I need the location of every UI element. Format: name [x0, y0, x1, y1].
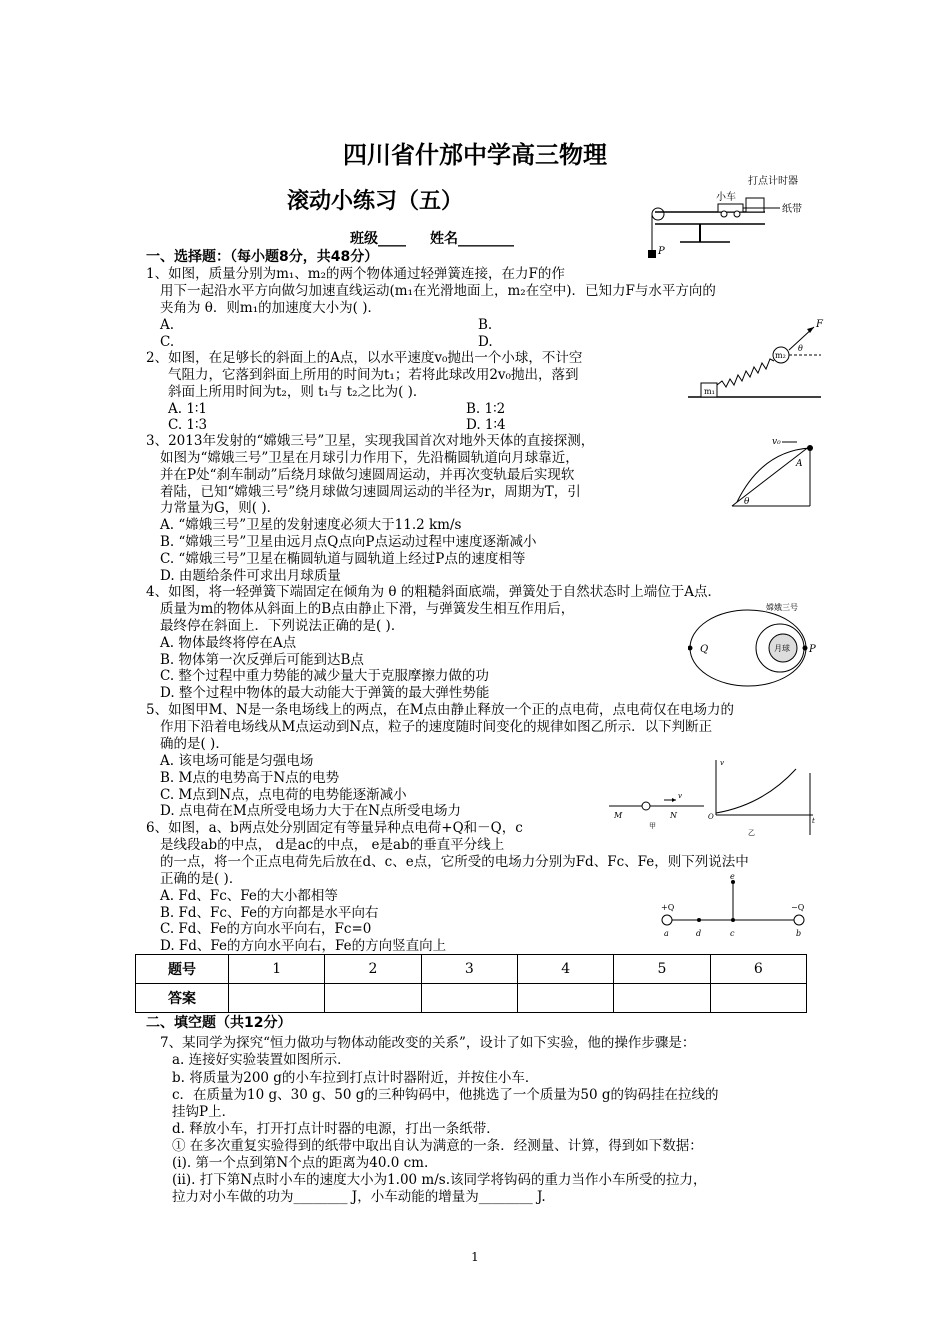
answer-cell[interactable] [710, 984, 806, 1013]
field-line-figure [604, 790, 714, 830]
yi-label: 乙 [748, 829, 755, 837]
q6-option-d: D. Fd、Fe的方向水平向右，Fe的方向竖直向上 [160, 938, 447, 954]
q5-option-d: D. 点电荷在M点所受电场力大于在N点所受电场力 [160, 803, 462, 819]
q3-option-b: B. “嫦娥三号”卫星由远月点Q点向P点运动过程中速度逐渐减小 [160, 534, 537, 550]
q4-line2: 质量为m的物体从斜面上的B点由静止下滑，与弹簧发生相互作用后， [160, 601, 575, 617]
q7-item-1: ① 在多次重复实验得到的纸带中取出自认为满意的一条．经测量、计算，得到如下数据： [172, 1138, 703, 1154]
q5-option-b: B. M点的电势高于N点的电势 [160, 770, 340, 786]
theta-label: θ [798, 344, 803, 353]
answer-table-answer-label: 答案 [136, 984, 229, 1013]
answer-cell[interactable] [614, 984, 710, 1013]
answer-cell[interactable] [325, 984, 421, 1013]
cart-label: 小车 [716, 192, 736, 203]
q6-line4: 正确的是( )． [160, 871, 243, 887]
orbit-Q-label: Q [700, 644, 709, 655]
hook-label: P [658, 246, 665, 257]
charges-figure [655, 872, 815, 942]
q6-line2: 是线段ab的中点， d是ac的中点， e是ab的垂直平分线上 [160, 837, 505, 853]
q1-option-b: B. [478, 317, 493, 333]
charge-a-label: a [664, 929, 669, 938]
answer-table-number: 5 [614, 955, 710, 984]
charge-d-label: d [696, 929, 702, 938]
vt-v-label: v [720, 759, 724, 767]
answer-cell[interactable] [421, 984, 517, 1013]
charge-b-label: b [796, 929, 802, 938]
slope-theta-label: θ [744, 497, 750, 507]
tape-label: 纸带 [782, 204, 802, 215]
m2-label: m₂ [775, 351, 786, 360]
N-label: N [670, 811, 677, 820]
timer-label: 打点计时器 [748, 176, 798, 187]
minusQ-label: −Q [791, 903, 805, 912]
answer-table-number: 1 [229, 955, 325, 984]
answer-table [135, 954, 807, 1013]
field-v-label: v [678, 792, 682, 800]
page-subtitle: 滚动小练习（五） [287, 189, 464, 214]
q4-line1: 4、如图，将一轻弹簧下端固定在倾角为 θ 的粗糙斜面底端，弹簧处于自然状态时上端位于A点． [146, 584, 722, 600]
q2-option-b: B. 1∶2 [466, 401, 506, 417]
q5-line2: 作用下沿着电场线从M点运动到N点，粒子的速度随时间变化的规律如图乙所示．以下判断正 [160, 719, 713, 735]
q1-option-c: C. [160, 334, 175, 350]
sat-label: 嫦娥三号 [766, 603, 798, 612]
q1-line1: 1、如图，质量分别为m₁、m₂的两个物体通过轻弹簧连接，在力F的作 [146, 266, 565, 282]
answer-cell[interactable] [229, 984, 325, 1013]
spring-force-figure [686, 315, 826, 405]
page-number: 1 [471, 1250, 479, 1264]
answer-table-number: 4 [517, 955, 613, 984]
q3-option-d: D. 由题给条件可求出月球质量 [160, 568, 341, 584]
q3-line1: 3、2013年发射的“嫦娥三号”卫星，实现我国首次对地外天体的直接探测， [146, 433, 595, 449]
q2-option-d: D. 1∶4 [466, 417, 506, 433]
answer-table-header-row [136, 955, 807, 984]
q5-option-a: A. 该电场可能是匀强电场 [160, 753, 314, 769]
q3-line2: 如图为“嫦娥三号”卫星在月球引力作用下，先沿椭圆轨道向月球靠近， [160, 450, 579, 466]
q7-step-a: a. 连接好实验装置如图所示． [172, 1052, 351, 1068]
q6-option-a: A. Fd、Fc、Fe的大小都相等 [160, 888, 338, 904]
q7-step-d: d. 释放小车，打开打点计时器的电源，打出一条纸带． [172, 1121, 500, 1137]
class-label: 班级____ [350, 231, 406, 247]
q3-line3: 并在P处“刹车制动”后绕月球做匀速圆周运动，并再次变轨最后实现软 [160, 467, 575, 483]
q2-line3: 斜面上所用时间为t₂，则 t₁与 t₂之比为( )． [168, 384, 427, 400]
q1-line2: 用下一起沿水平方向做匀加速直线运动(m₁在光滑地面上，m₂在空中)．已知力F与水平方向的 [160, 283, 716, 299]
q4-option-a: A. 物体最终将停在A点 [160, 635, 297, 651]
m1-label: m₁ [704, 387, 715, 396]
q3-line5: 力常量为G，则( )． [160, 500, 281, 516]
q6-line1: 6、如图，a、b两点处分别固定有等量异种点电荷+Q和－Q，c [146, 820, 523, 836]
vt-O-label: O [708, 813, 714, 821]
q1-option-a: A. [160, 317, 175, 333]
q3-option-c: C. “嫦娥三号”卫星在椭圆轨道与圆轨道上经过P点的速度相等 [160, 551, 526, 567]
orbit-figure [688, 600, 823, 692]
page-title: 四川省什邡中学高三物理 [343, 141, 607, 169]
q4-option-c: C. 整个过程中重力势能的减少量大于克服摩擦力做的功 [160, 668, 489, 684]
cart-timer-figure [640, 172, 820, 272]
section2-heading: 二、填空题（共12分） [146, 1015, 292, 1031]
q4-line3: 最终停在斜面上．下列说法正确的是( )． [160, 618, 405, 634]
q7-step-b: b. 将质量为200 g的小车拉到打点计时器附近，并按住小车． [172, 1070, 539, 1086]
charge-e-label: e [730, 872, 735, 881]
q1-option-d: D. [478, 334, 493, 350]
vt-t-label: t [812, 817, 815, 825]
orbit-P-label: P [809, 644, 816, 655]
q6-option-b: B. Fd、Fc、Fe的方向都是水平向右 [160, 905, 379, 921]
name-label: 姓名________ [430, 231, 514, 247]
slope-projectile-figure [722, 436, 817, 516]
q7-line1: 7、某同学为探究“恒力做功与物体动能改变的关系”，设计了如下实验，他的操作步骤是： [160, 1035, 696, 1051]
moon-label: 月球 [774, 644, 790, 653]
q6-option-c: C. Fd、Fe的方向水平向右，Fc=0 [160, 921, 372, 937]
q7-item-ii: (ⅱ). 打下第N点时小车的速度大小为1.00 m/s.该同学将钩码的重力当作小车所受的拉力， [172, 1172, 707, 1188]
A-label: A [796, 459, 803, 469]
q5-line3: 确的是( )． [160, 736, 229, 752]
v0-label: v₀ [772, 437, 781, 447]
answer-table-number: 3 [421, 955, 517, 984]
q5-option-c: C. M点到N点，点电荷的电势能逐渐减小 [160, 787, 407, 803]
answer-table-number: 2 [325, 955, 421, 984]
q7-item-ii-cont: 拉力对小车做的功为________ J，小车动能的增量为________ J. [172, 1189, 546, 1205]
q4-option-b: B. 物体第一次反弹后可能到达B点 [160, 652, 364, 668]
plusQ-label: +Q [661, 903, 675, 912]
q7-item-i: (ⅰ). 第一个点到第N个点的距离为40.0 cm. [172, 1155, 429, 1171]
jia-label: 甲 [649, 822, 656, 830]
answer-table-number-label: 题号 [136, 955, 229, 984]
q2-line2: 气阻力，它落到斜面上所用的时间为t₁；若将此球改用2v₀抛出，落到 [168, 367, 579, 383]
q1-line3: 夹角为 θ．则m₁的加速度大小为( )． [160, 300, 381, 316]
answer-cell[interactable] [517, 984, 613, 1013]
section1-heading: 一、选择题：（每小题8分，共48分） [146, 249, 379, 265]
q3-option-a: A. “嫦娥三号”卫星的发射速度必须大于11.2 km/s [160, 517, 462, 533]
vt-graph-figure [708, 755, 823, 840]
q6-line3: 的一点，将一个正点电荷先后放在d、c、e点，它所受的电场力分别为Fd、Fc、Fe，则下列说法中 [160, 854, 749, 870]
q7-step-c1: c．在质量为10 g、30 g、50 g的三种钩码中，他挑选了一个质量为50 g的钩码挂在拉线的 [172, 1087, 719, 1103]
answer-table-number: 6 [710, 955, 806, 984]
answer-table-answer-row [136, 984, 807, 1013]
M-label: M [614, 811, 623, 820]
q2-option-a: A. 1∶1 [168, 401, 208, 417]
q5-line1: 5、如图甲M、N是一条电场线上的两点，在M点由静止释放一个正的点电荷，点电荷仅在电场力的 [146, 702, 735, 718]
q2-option-c: C. 1∶3 [168, 417, 208, 433]
q4-option-d: D. 整个过程中物体的最大动能大于弹簧的最大弹性势能 [160, 685, 490, 701]
charge-c-label: c [730, 929, 735, 938]
q3-line4: 着陆，已知“嫦娥三号”绕月球做匀速圆周运动的半径为r，周期为T，引 [160, 484, 581, 500]
q2-line1: 2、如图，在足够长的斜面上的A点，以水平速度v₀抛出一个小球，不计空 [146, 350, 583, 366]
F-label: F [816, 319, 823, 330]
q7-step-c2: 挂钩P上． [172, 1104, 236, 1120]
